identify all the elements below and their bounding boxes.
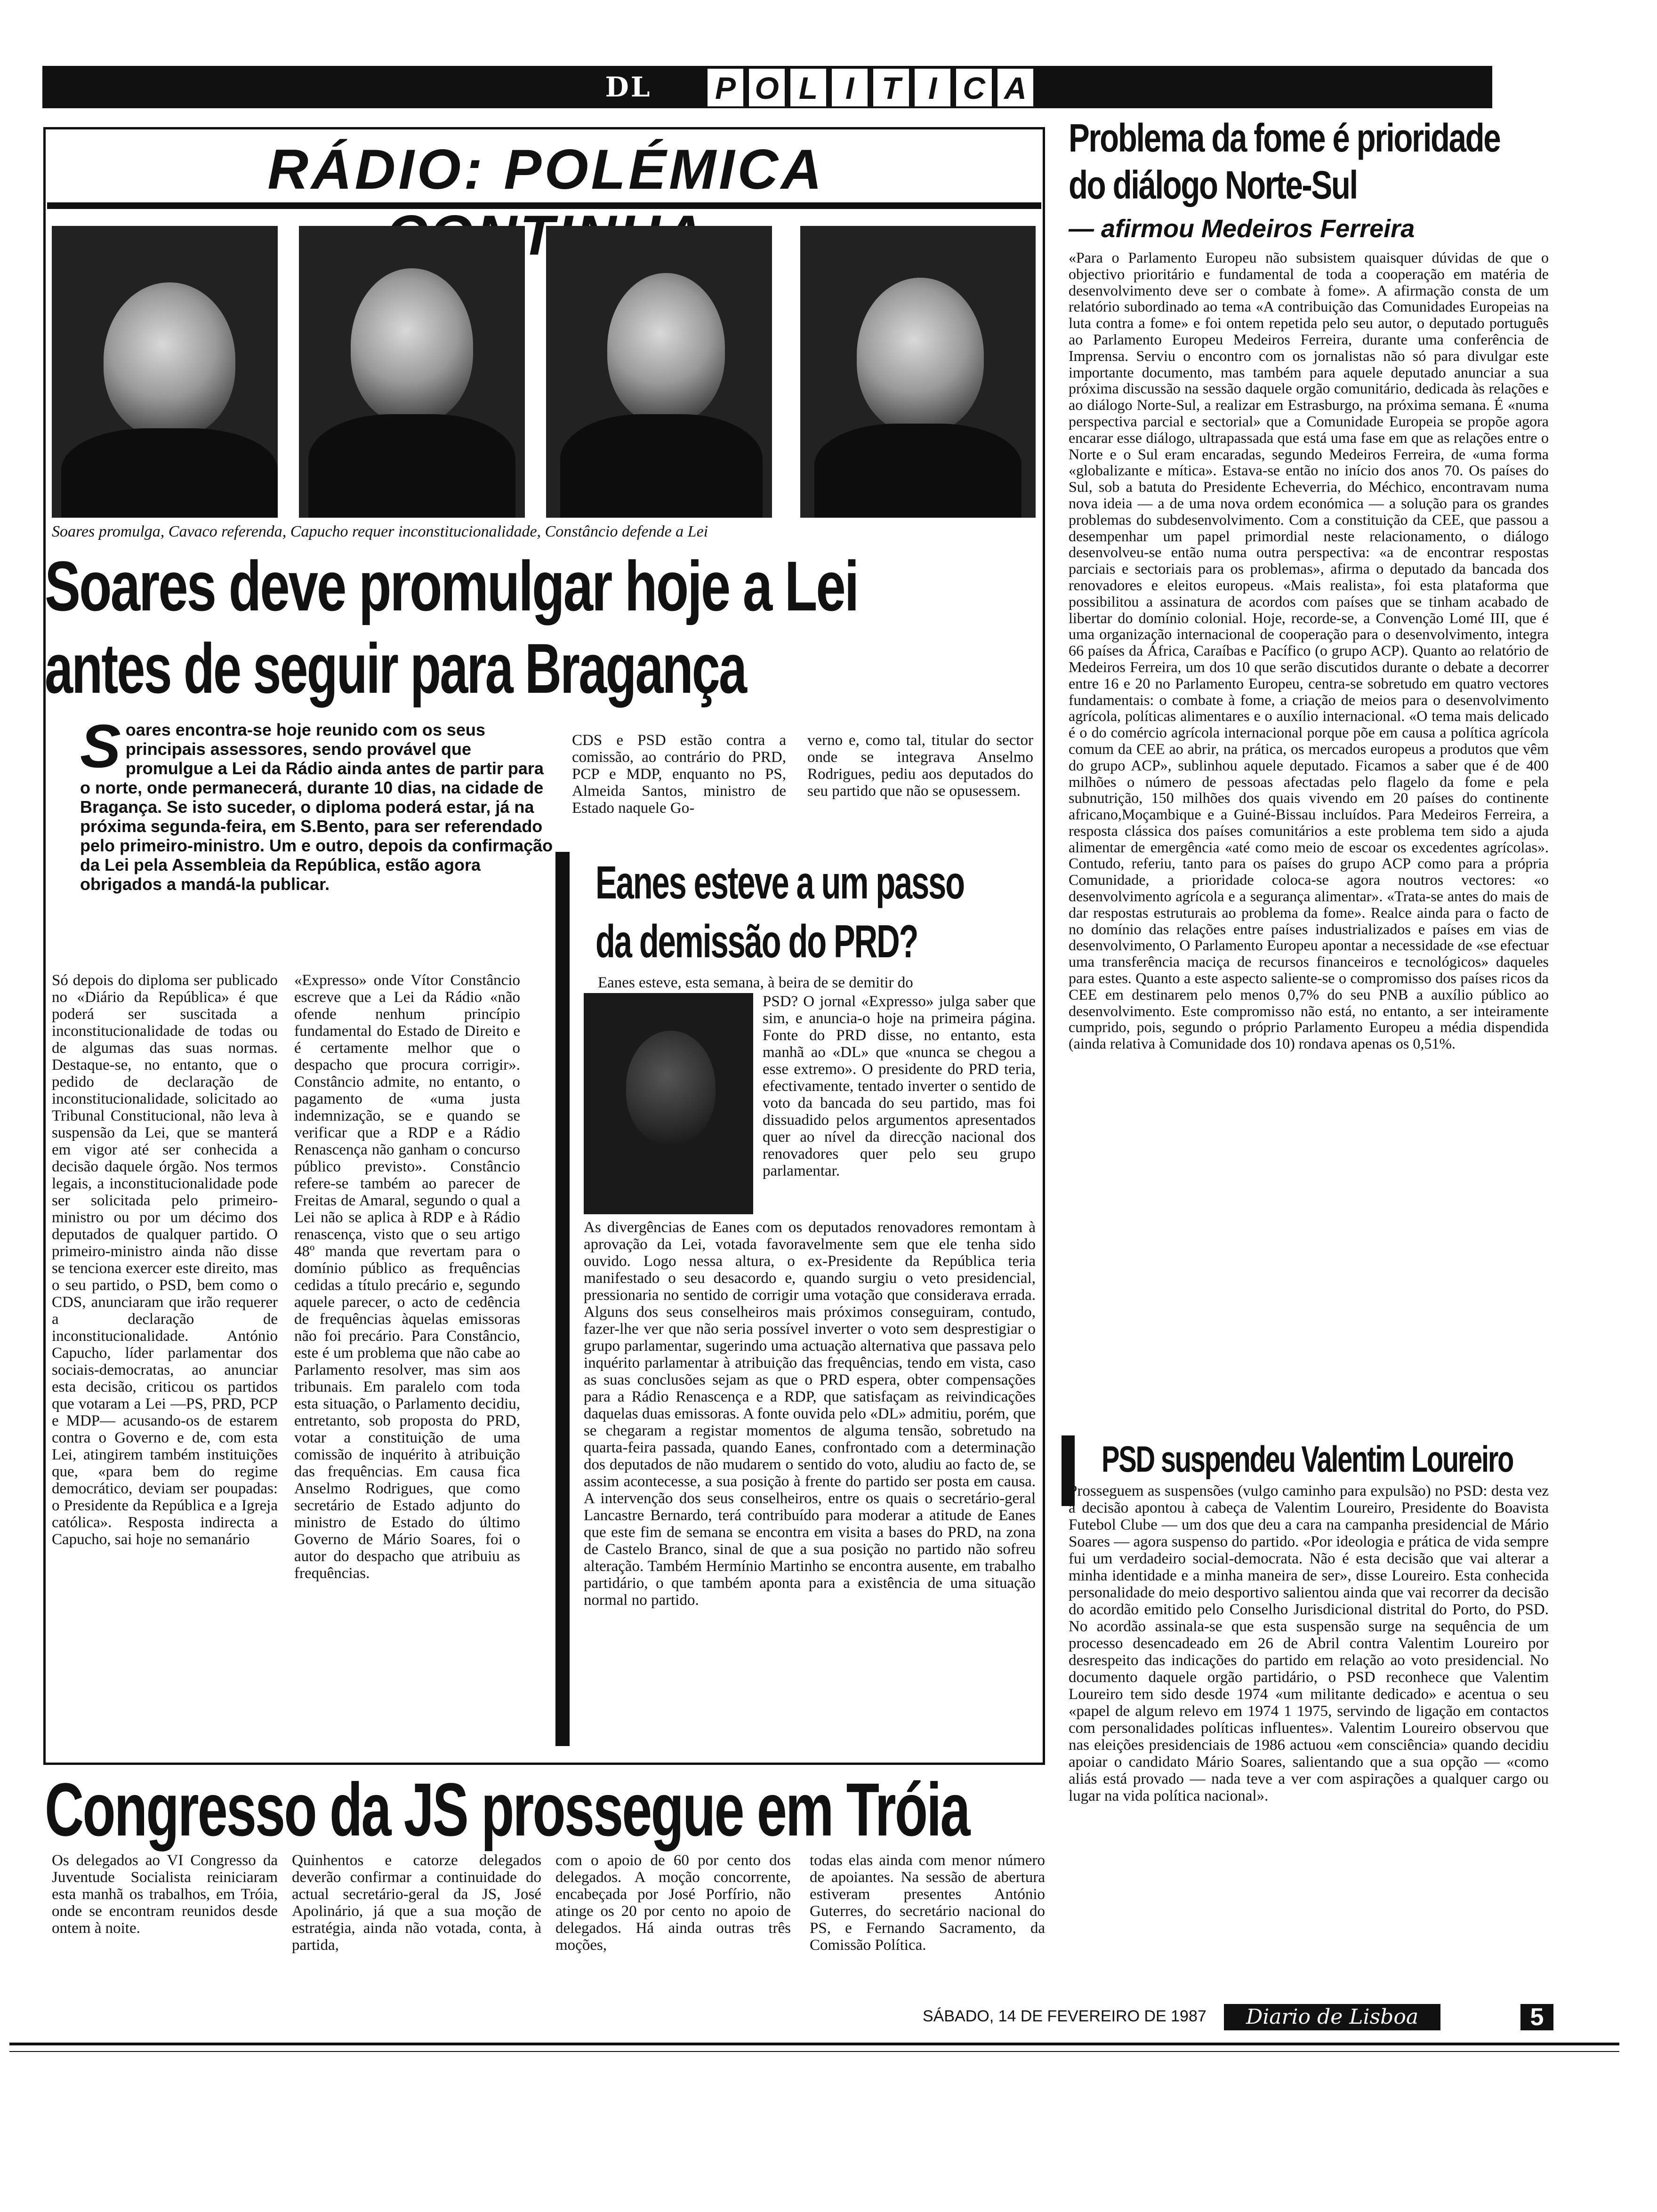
footer-date: SÁBADO, 14 DE FEVEREIRO DE 1987 [923,2007,1207,2025]
js-col-3: com o apoio de 60 por cento dos delegados. A moção concorrente, encabeçada por José Porfírio, não atinge os 20 por cento no apoio de delegados. Há ainda outras três moções, [555,1852,791,1954]
section-letter: T [872,67,910,108]
eanes-headline-line2: da demissão do PRD? [595,915,918,967]
section-letter: L [789,67,828,108]
photo-cavaco [299,226,525,518]
newspaper-logo: DL [605,71,652,103]
radio-headline-line1: Soares deve promulgar hoje a Lei [45,546,858,625]
fome-headline-line2: do diálogo Norte-Sul [1069,163,1357,207]
dropcap: S [80,720,121,780]
fome-body: «Para o Parlamento Europeu não subsistem quaisquer dúvidas de que o objectivo prioritário e fundamental de toda a cooperação em matéria de desenvolvimento deve ser o combate à fome». A afirmação consta de um relatório subordinado ao tema «A contribuição das Comunidades Europeias na luta contra a fome» e foi ontem repetida pelo seu autor, o deputado português ao Parlamento Europeu Medeiros Ferreira, durante uma conferência de Imprensa. Serviu o encontro com os jornalistas não só para divulgar este importante documento, mas também para aquele deputado anunciar a sua próxima discussão na sessão daquele orgão comunitário, dedicada às relações e ao diálogo Norte-Sul, a realizar em Estrasburgo, na próxima semana. É «numa perspectiva parcial e sectorial» que a Comunidade Europeia se propõe agora encarar esse diálogo, ultrapassada que está uma fase em que as relações entre o Norte e o Sul eram encaradas, segundo Medeiros Ferreira, de «uma forma «globalizante e mítica». Estava-se então no início dos anos 70. Os países do Sul, sob a batuta do Presidente Echeverria, do Méchico, encontravam numa nova ideia — a de uma nova ordem económica — a solução para os grandes problemas do subdesenvolvimento. Com a constituição da CEE, que passou a desempenhar um papel primordial neste relacionamento, o diálogo desenvolveu-se então numa outra perspectiva: «a de encontrar respostas parciais e sectoriais para os problemas», afirma o deputado da bancada dos renovadores e eleitos europeus. «Mais realista», foi esta plataforma que possibilitou a assinatura de acordos com países que se tinham acabado de libertar do domínio colonial. Hoje, recorde-se, a Convenção Lomé III, que é uma organização internacional de cooperação para o desenvolvimento, integra 66 países da África, Caraíbas e Pacífico (o grupo ACP). Quanto ao relatório de Medeiros Ferreira, um dos 10 que serão discutidos durante o debate a decorrer entre 16 e 20 no Parlamento Europeu, centra-se sobretudo em quatro vectores fundamentais: o combate à fome, a criação de meios para o desenvolvimento agrícola, políticas alimentares e o auxílio internacional. «O tema mais delicado é o do comércio agrícola internacional porque põe em causa a política agrícola comum da CEE ao abrir, na prática, os mercados europeus a produtos que vêm do grupo ACP», sublinhou aquele deputado. Ficamos a saber que é de 400 milhões o número de pessoas afectadas pelo flagelo da fome e pela subnutrição, 150 milhões dos quais vivendo em 20 países do continente africano,Moçambique e a Guiné-Bissau incluídos. Para Medeiros Ferreira, a resposta clássica dos países comunitários a este problema tem sido a ajuda alimentar de emergência «até como meio de escoar os excedentes agrícolas». Contudo, referiu, tanto para os países do grupo ACP como para a própria Comunidade, a prioridade coloca-se agora noutros vectores: «o desenvolvimento agrícola e a segurança alimentar». «Trata-se antes do mais de dar respostas estruturais ao problema da fome». Realce ainda para o facto de no domínio das relações entre países industrializados e países em vias de desenvolvimento, O Parlamento Europeu apontar a necessidade de «se efectuar uma transferência maciça de recursos financeiros e tecnológicos» daqueles para estes. Quanto a este aspecto saliente-se o compromisso dos países ricos da CEE em destinarem pelo menos 0,7% do seu PNB a auxílio público ao desenvolvimento. Este compromisso não está, no entanto, a ser inteiramente cumprido, pois, segundo o próprio Parlamento Europeu a média dispendida (ainda relativa à Comunidade dos 10) rondava apenas os 0,51%. [1069,249,1549,1052]
photo-constancio [800,226,1036,518]
eanes-headline-line1: Eanes esteve a um passo [595,857,964,908]
section-letter: I [913,67,952,108]
radio-col-4: verno e, como tal, titular do sector onde se integrava Anselmo Rodrigues, pediu aos deputados do seu partido que não se opusessem. [807,732,1033,800]
section-letter: I [830,67,869,108]
eanes-body: As divergências de Eanes com os deputados renovadores remontam à aprovação da Lei, votada favoravelmente sem que ele tenha sido ouvido. Logo nessa altura, o ex-Presidente da República teria manifestado o seu desacordo e, quando surgiu o veto presidencial, pressionaria no sentido de corrigir uma votação que considerava errada. Alguns dos seus conselheiros mais próximos conseguiram, contudo, fazer-lhe ver que não seria possível inverter o voto sem desprestigiar o grupo parlamentar, sugerindo uma actuação alternativa que passava pelo inquérito parlamentar à atribuição das frequências, tendo em vista, caso as suas conclusões sejam as que o PRD espera, obter compensações para a Rádio Renascença e a RDP, que satisfaçam as reivindicações daquelas duas emissoras. A fonte ouvida pelo «DL» admitiu, porém, que se chegaram a registar momentos de alguma tensão, sobretudo na quarta-feira passada, quando Eanes, confrontado com a determinação dos deputados de não mudarem o sentido do voto, aludiu ao facto de, se assim acontecesse, a sua posição à frente do partido ser posta em causa. A intervenção dos seus conselheiros, entre os quais o secretário-geral Lancastre Bernardo, terá contribuído para moderar a atitude de Eanes que este fim de semana se encontra em visita a bases do PRD, na zona de Castelo Branco, sinal de que a sua posição no partido não sofreu alteração. Também Hermínio Martinho se encontra ausente, em trabalho partidário, o que também aponta para a existência de uma situação normal no partido. [584,1219,1036,1609]
radio-headline-line2: antes de seguir para Bragança [45,629,746,708]
section-letter: P [706,67,745,108]
eanes-intro: Eanes esteve, esta semana, à beira de se demitir do [598,974,913,991]
section-letter: A [996,67,1035,108]
section-letter: O [748,67,786,108]
photo-soares [52,226,278,518]
radio-col-1: Só depois do diploma ser publicado no «Diário da República» é que poderá ser suscitada a inconstitucionalidade de todas ou de algumas das suas normas. Destaque-se, no entanto, que o pedido de declaração de inconstitucionalidade, solicitado ao Tribunal Constitucional, não leva à suspensão da Lei, que se manterá em vigor até ser conhecida a decisão daquele órgão. Nos termos legais, a inconstitucionalidade pode ser solicitada pelo primeiro-ministro ou por um décimo dos deputados de qualquer partido. O primeiro-ministro ainda não disse se tenciona exercer este direito, mas o seu partido, o PSD, bem como o CDS, anunciaram que irão requerer a declaração de inconstitucionalidade. António Capucho, líder parlamentar dos sociais-democratas, ao anunciar esta decisão, criticou os partidos que votaram a Lei —PS, PRD, PCP e MDP— acusando-os de estarem contra o Governo e de, com esta Lei, atingirem também instituições que, «para bem do regime democrático, deviam ser poupadas: o Presidente da República e a Igreja católica». Resposta indirecta a Capucho, sai hoje no semanário [52,972,278,1548]
page-number: 5 [1520,2004,1553,2030]
photo-caption: Soares promulga, Cavaco referenda, Capucho requer inconstitucionalidade, Constâncio defende a Lei [52,523,708,540]
section-title [706,67,1035,107]
fome-byline: — afirmou Medeiros Ferreira [1069,215,1415,243]
radio-col-3: CDS e PSD estão contra a comissão, ao contrário do PRD, PCP e MDP, enquanto no PS, Almeida Santos, ministro de Estado naquele Go- [572,732,786,817]
footer-masthead: Diario de Lisboa [1224,2004,1440,2030]
page-bottom-rule-thin [9,2051,1619,2052]
lead-text: oares encontra-se hoje reunido com os seus principais assessores, sendo provável que promulgue a Lei da Rádio ainda antes de partir para o norte, onde permanecerá, durante 10 dias, na cidade de Bragança. Se isto suceder, o diploma poderá estar, já na próxima segunda-feira, em S.Bento, para ser referendado pelo primeiro-ministro. Um e outro, depois da confirmação da Lei pela Assembleia da República, estão agora obrigados a mandá-la publicar. [80,720,553,894]
fome-headline-line1: Problema da fome é prioridade [1069,116,1500,160]
page-bottom-rule [9,2043,1619,2045]
photo-capucho [546,226,772,518]
section-letter: C [955,67,993,108]
photo-eanes [584,993,753,1214]
js-col-2: Quinhentos e catorze delegados deverão confirmar a continuidade do actual secretário-geral da JS, José Apolinário, já que a sua moção de estratégia, ainda não votada, conta, à partida, [292,1852,541,1954]
js-col-1: Os delegados ao VI Congresso da Juventude Socialista reiniciaram esta manhã os trabalhos, em Tróia, onde se encontram reunidos desde ontem à noite. [52,1852,278,1937]
js-headline: Congresso da JS prossegue em Tróia [45,1767,969,1851]
js-col-4: todas elas ainda com menor número de apoiantes. Na sessão de abertura estiveram presentes António Guterres, do secretário nacional do PS, e Fernando Sacramento, da Comissão Política. [810,1852,1045,1954]
psd-body: Prosseguem as suspensões (vulgo caminho para expulsão) no PSD: desta vez a decisão apontou à cabeça de Valentim Loureiro, Presidente do Boavista Futebol Clube — um dos que deu a cara na campanha presidencial de Mário Soares — agora suspenso do partido. «Por ideologia e prática de vida sempre fui um verdadeiro social-democrata. Não é esta decisão que vai alterar a minha identidade e a minha maneira de ser», disse Loureiro. Esta conhecida personalidade do meio desportivo salientou ainda que vai recorrer da decisão do acordão emitido pelo Conselho Jurisdicional distrital do Porto, do PSD. No acordão assinala-se que esta suspensão surge na sequência de um processo desencadeado em 26 de Abril contra Valentim Loureiro por desrespeito das indicações do partido em relação ao voto presidencial. No documento daquele orgão partidário, o PSD reconhece que Valentim Loureiro tem sido desde 1974 «um militante dedicado» e acentua o seu «papel de algum relevo em 1974 1 1975, servindo de ligação em contactos com personalidades políticas influentes». Valentim Loureiro observou que nas eleições presidenciais de 1986 actuou «em consciência» quando decidiu apoiar o candidato Mário Soares, salientando que a sua opção — «como aliás está provado — nada teve a ver com aspirações a qualquer cargo ou lugar na vida política nacional». [1069,1483,1549,1804]
article-kicker: RÁDIO: POLÉMICA [267,138,825,201]
psd-headline: PSD suspendeu Valentim Loureiro [1102,1438,1513,1480]
kicker-rule [47,202,1041,209]
eanes-side-rule [555,852,570,1746]
eanes-beside-photo: PSD? O jornal «Expresso» julga saber que sim, e anuncia-o hoje na primeira página. Fonte do PRD disse, no entanto, esta manhã ao «DL» que «nunca se chegou a esse extremo». O presidente do PRD teria, efectivamente, tentado inverter o sentido de voto da bancada do seu partido, mas foi dissuadido pelos argumentos apresentados quer ao nível da direcção nacional dos renovadores quer pelo seu grupo parlamentar. [763,993,1036,1179]
radio-col-2: «Expresso» onde Vítor Constâncio escreve que a Lei da Rádio «não ofende nenhum princípio fundamental do Estado de Direito e é certamente melhor que o despacho que procura corrigir». Constâncio admite, no entanto, o pagamento de «uma justa indemnização, se e quando se verificar que a RDP e a Rádio Renascença não ganham o concurso público previsto». Constâncio refere-se também ao parecer de Freitas de Amaral, segundo o qual a Lei não se aplica à RDP e à Rádio renascença, visto que o seu artigo 48º manda que revertam para o domínio público as frequências cedidas a título precário e, segundo aquele parecer, o acto de cedência de frequências àquelas emissoras não foi precário. Para Constâncio, este é um problema que não cabe ao Parlamento resolver, mas sim aos tribunais. Em paralelo com toda esta situação, o Parlamento decidiu, entretanto, sob proposta do PRD, votar a constituição de uma comissão de inquérito à atribuição das frequências. Em causa fica Anselmo Rodrigues, que como secretário de Estado adjunto do ministro de Estado do último Governo de Mário Soares, foi o autor do despacho que atribuiu as frequências. [294,972,520,1582]
radio-lead [80,720,555,970]
